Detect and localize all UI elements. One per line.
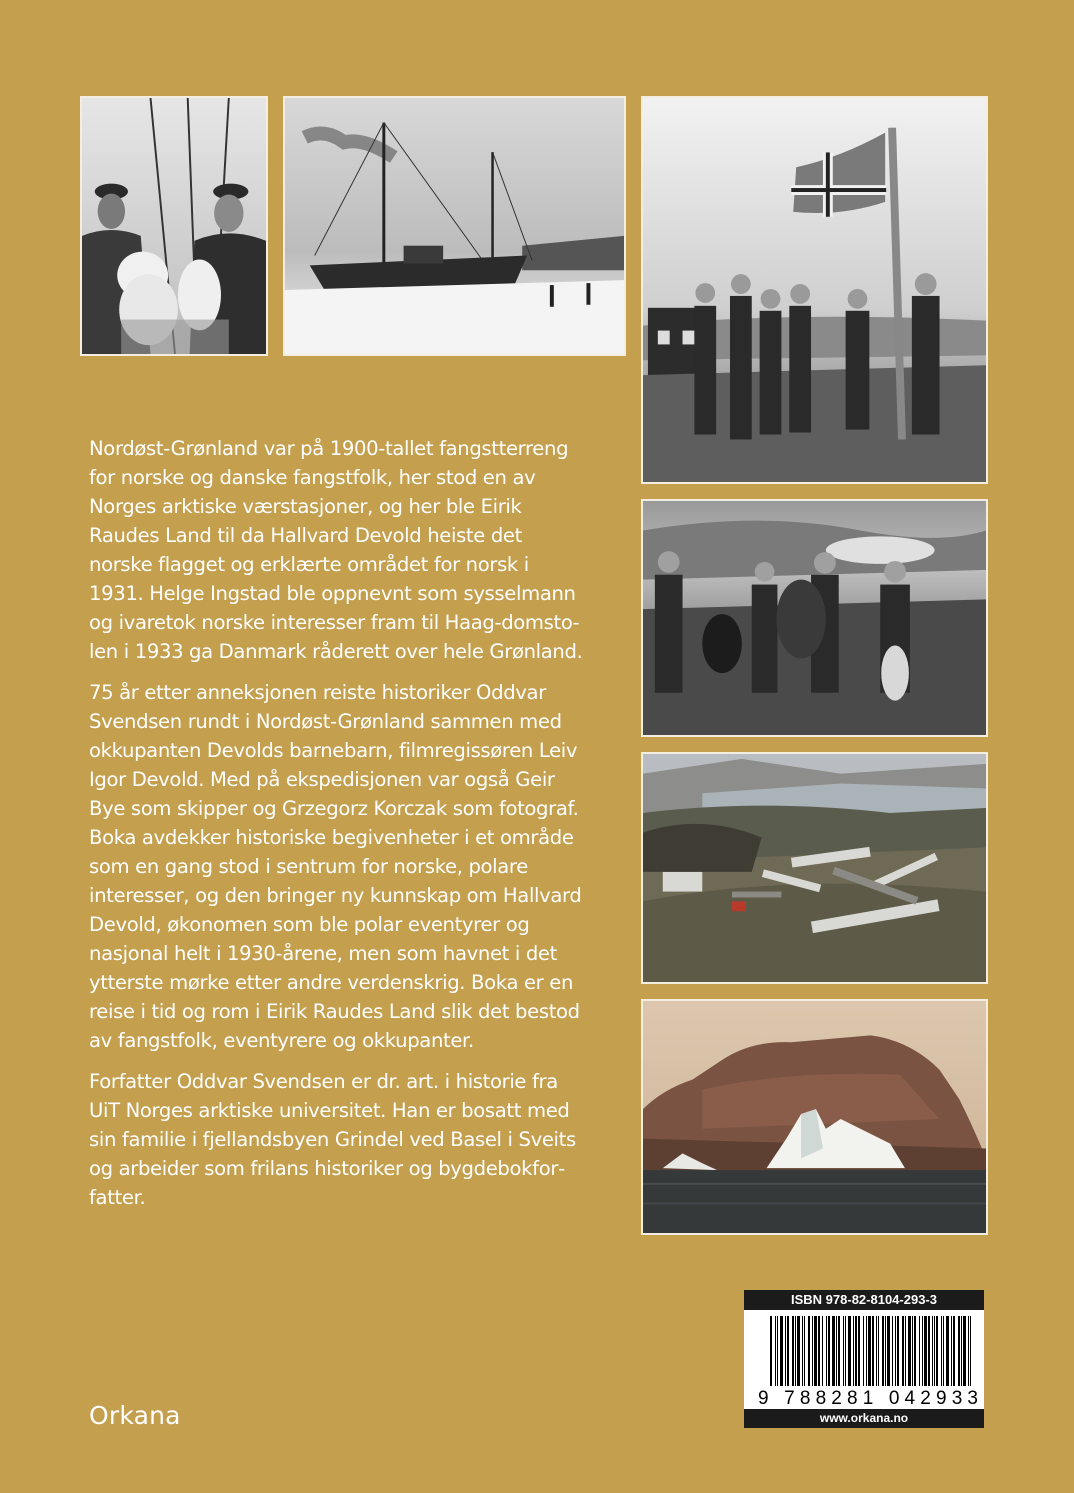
barcode-stripe [826,1316,827,1386]
barcode-stripe [919,1316,920,1386]
blurb-paragraph-3: Forfatter Oddvar Svendsen er dr. art. i historie fra UiT Norges arktiske universitet. Han er bosatt med sin familie i fjellandsbyen Grindel ved Basel i Sveits og arbeider som frilans historiker og bygdebokforfatter. [89,1070,576,1209]
barcode-stripe [787,1316,789,1386]
barcode-stripe [828,1316,830,1386]
barcode-stripe [902,1316,904,1386]
barcode-stripe [946,1316,949,1386]
barcode-stripe [845,1316,846,1386]
barcode-stripe [795,1316,796,1386]
barcode-stripe [922,1316,923,1386]
barcode-stripe [848,1316,851,1386]
barcode-stripe [887,1316,890,1386]
barcode-stripe [785,1316,786,1386]
barcode-stripe [970,1316,971,1386]
publisher-name: Orkana [89,1401,181,1430]
barcode-stripe [866,1316,867,1386]
barcode-stripe [822,1316,823,1386]
barcode-stripe [832,1316,835,1386]
barcode-stripe [808,1316,810,1386]
barcode-stripe [958,1316,960,1386]
barcode-stripe [936,1316,938,1386]
barcode-stripe [963,1316,966,1386]
photo-hunters-with-catch [641,499,988,737]
barcode-stripe [882,1316,884,1386]
barcode-stripe [843,1316,844,1386]
barcode-stripe [797,1316,800,1386]
barcode-stripe [858,1316,860,1386]
barcode-stripe [885,1316,886,1386]
barcode-stripe [812,1316,813,1386]
barcode-stripe [863,1316,864,1386]
barcode-stripe [872,1316,874,1386]
barcode-stripe [961,1316,962,1386]
photo-ship-in-ice [283,96,626,356]
barcode-stripe [895,1316,896,1386]
barcode-bars [744,1312,984,1408]
publisher-url: www.orkana.no [744,1409,984,1428]
photo-iceberg-cliff [641,999,988,1235]
barcode-stripe [905,1316,906,1386]
photo-ruins-landscape [641,752,988,984]
barcode-stripe [892,1316,893,1386]
barcode-stripe [924,1316,927,1386]
barcode-stripe [968,1316,969,1386]
barcode-stripe [792,1316,794,1386]
barcode-stripe [951,1316,952,1386]
barcode-stripe [914,1316,916,1386]
barcode-stripe [802,1316,803,1386]
photo-men-with-dogs [80,96,268,356]
barcode-stripe [868,1316,871,1386]
barcode-stripe [941,1316,942,1386]
barcode-stripe [818,1316,820,1386]
isbn-barcode [744,1290,984,1428]
barcode-stripe [934,1316,935,1386]
barcode-stripe [777,1316,778,1386]
barcode-stripe [814,1316,817,1386]
barcode-stripe [928,1316,930,1386]
barcode-stripe [878,1316,879,1386]
back-cover-blurb [89,434,589,1224]
barcode-digits: 9 788281 042933 [758,1388,978,1408]
barcode-stripe [804,1316,805,1386]
barcode-stripe [908,1316,911,1386]
barcode-stripe [912,1316,913,1386]
barcode-stripe [932,1316,933,1386]
blurb-paragraph-1: Nordøst-Grønland var på 1900-tallet fangstterreng for norske og danske fangstfolk, her stod en av Norges arktiske værstasjoner, og her ble Eirik Raudes Land til da Hallvard Devold heiste det norske flagget og erklærte området for norsk i 1931. Helge Ingstad ble oppnevnt som sysselmann og ivaretok norske interesser fram til Haag-domstolen i 1933 ga Danmark råderett over hele Grønland. [89,437,583,663]
barcode-stripe [943,1316,944,1386]
photo-flag-raising [641,96,988,484]
isbn-label: ISBN 978-82-8104-293-3 [744,1290,984,1310]
barcode-stripe [953,1316,955,1386]
barcode-stripe [897,1316,899,1386]
barcode-stripe [836,1316,837,1386]
barcode-stripe [780,1316,783,1386]
barcode-stripe [876,1316,877,1386]
barcode-stripe [838,1316,840,1386]
blurb-paragraph-2: 75 år etter anneksjonen reiste historiker Oddvar Svendsen rundt i Nordøst-Grønland sammen med okkupanten Devolds barnebarn, filmregissøren Leiv Igor Devold. Med på ekspedisjonen var også Geir Bye som skipper og Grzegorz Korczak som fotograf. Boka avdekker historiske begivenheter i et område som en gang stod i sentrum for norske, polare interesser, og den bringer ny kunnskap om Hallvard Devold, økonomen som ble polar eventyrer og nasjonal helt i 1930-årene, men som havnet i det ytterste mørke etter andre verdenskrig. Boka er en reise i tid og rom i Eirik Raudes Land slik det bestod av fangstfolk, eventyrere og okkupanter. [89,681,582,1052]
